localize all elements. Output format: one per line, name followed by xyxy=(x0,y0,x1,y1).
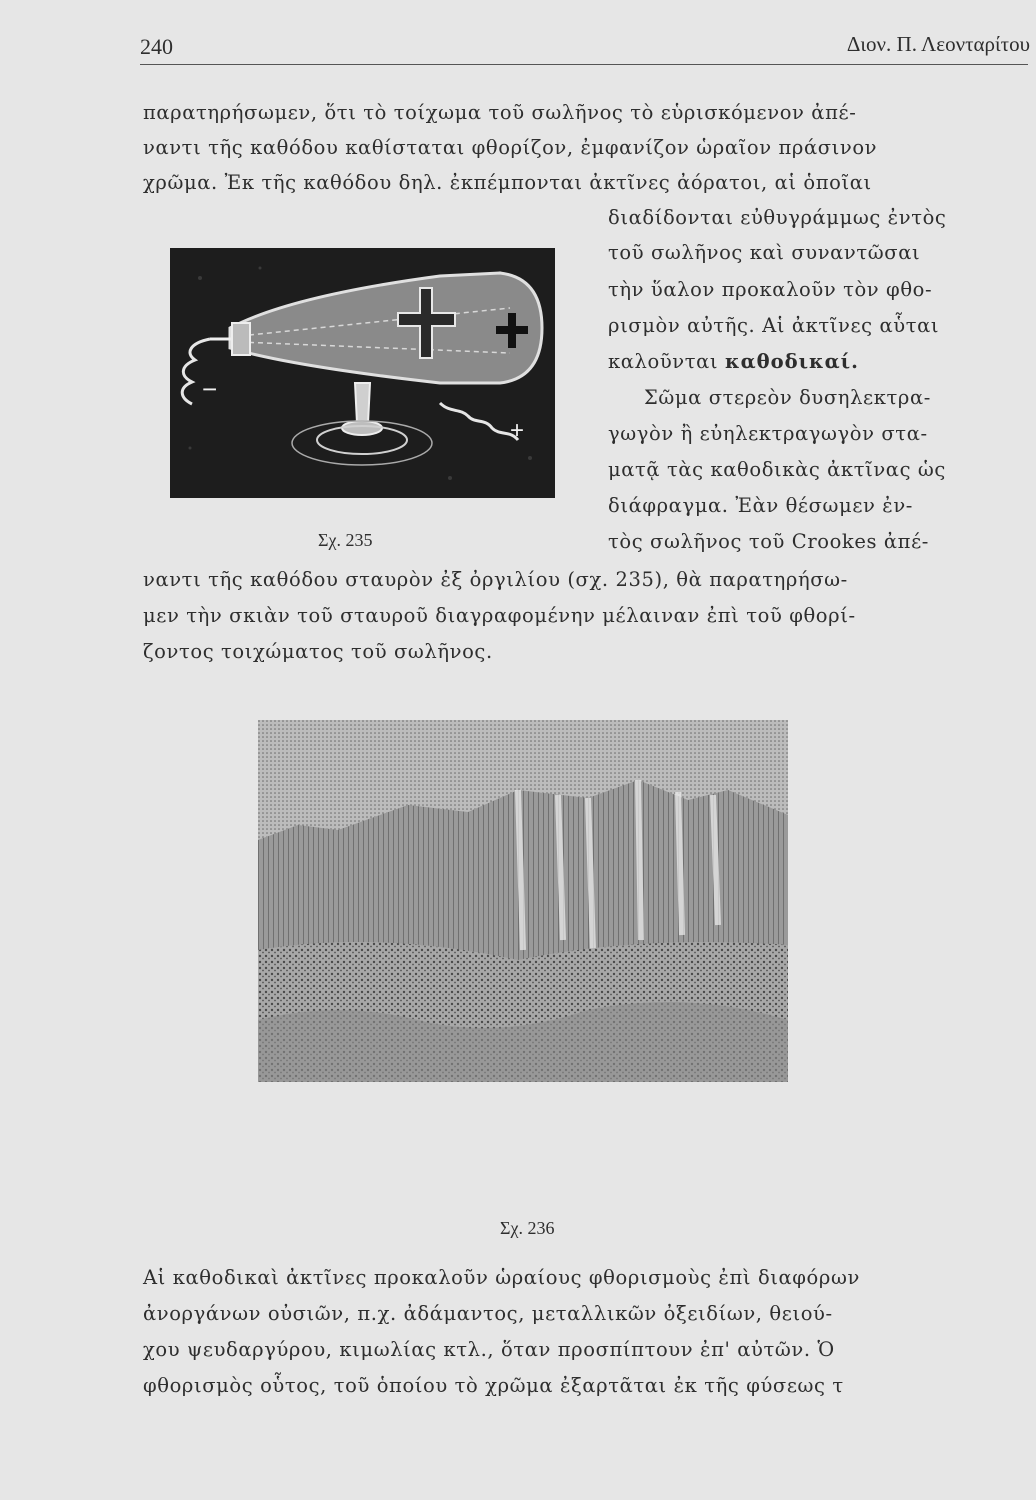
minus-label: − xyxy=(202,374,218,404)
text-line: ναντι τῆς καθόδου καθίσταται φθορίζον, ἐμφανίζον ὡραῖον πράσινον xyxy=(143,136,878,159)
text-line: διαδίδονται εὐθυγράμμως ἐντὸς xyxy=(608,206,947,229)
text-line: Αἱ καθοδικαὶ ἀκτῖνες προκαλοῦν ὡραίους φθορισμοὺς ἐπὶ διαφόρων xyxy=(143,1266,860,1289)
text-line: τὴν ὕαλον προκαλοῦν τὸν φθο- xyxy=(608,278,933,301)
text-fragment: καλοῦνται xyxy=(608,350,719,373)
bold-term: καθοδικαί. xyxy=(724,350,859,373)
plus-label: + xyxy=(510,417,525,444)
header-rule xyxy=(140,64,1028,65)
figure-235-image xyxy=(170,248,555,498)
text-line: ναντι τῆς καθόδου σταυρὸν ἐξ ὀργιλίου (σχ. 235), θὰ παρατηρήσω- xyxy=(143,568,848,591)
figure-235-caption: Σχ. 235 xyxy=(318,530,373,550)
text-line: μεν τὴν σκιὰν τοῦ σταυροῦ διαγραφομένην μέλαιναν ἐπὶ τοῦ φθορί- xyxy=(143,604,856,627)
text-line: ἀνοργάνων οὐσιῶν, π.χ. ἀδάμαντος, μεταλλικῶν ὀξειδίων, θειού- xyxy=(143,1302,833,1325)
text-line: ματᾷ τὰς καθοδικὰς ἀκτῖνας ὡς xyxy=(608,458,946,481)
figure-236-caption: Σχ. 236 xyxy=(500,1218,555,1238)
text-line: ζοντος τοιχώματος τοῦ σωλῆνος. xyxy=(143,640,493,663)
text-line: γωγὸν ἢ εὐηλεκτραγωγὸν στα- xyxy=(608,422,928,445)
text-line: φθορισμὸς οὗτος, τοῦ ὁποίου τὸ χρῶμα ἐξαρτᾶται ἐκ τῆς φύσεως τ xyxy=(143,1374,844,1397)
figure-236-image xyxy=(258,720,788,1082)
running-head: Διον. Π. Λεονταρίτου xyxy=(846,32,1030,56)
text-line xyxy=(608,352,859,372)
text-line: τὸς σωλῆνος τοῦ Crookes ἀπέ- xyxy=(608,530,929,553)
text-line: ρισμὸν αὐτῆς. Αἱ ἀκτῖνες αὗται xyxy=(608,314,940,337)
text-line: χου ψευδαργύρου, κιμωλίας κτλ., ὅταν προσπίπτουν ἐπ' αὐτῶν. Ὁ xyxy=(143,1338,835,1361)
text-line: Σῶμα στερεὸν δυσηλεκτρα- xyxy=(644,386,931,409)
text-line: τοῦ σωλῆνος καὶ συναντῶσαι xyxy=(608,241,921,264)
text-line: διάφραγμα. Ἐὰν θέσωμεν ἐν- xyxy=(608,494,913,517)
text-line: χρῶμα. Ἐκ τῆς καθόδου δηλ. ἐκπέμπονται ἀκτῖνες ἀόρατοι, αἱ ὁποῖαι xyxy=(143,171,872,194)
text-line: παρατηρήσωμεν, ὅτι τὸ τοίχωμα τοῦ σωλῆνος τὸ εὑρισκόμενον ἀπέ- xyxy=(143,101,857,124)
page-number: 240 xyxy=(140,34,173,59)
